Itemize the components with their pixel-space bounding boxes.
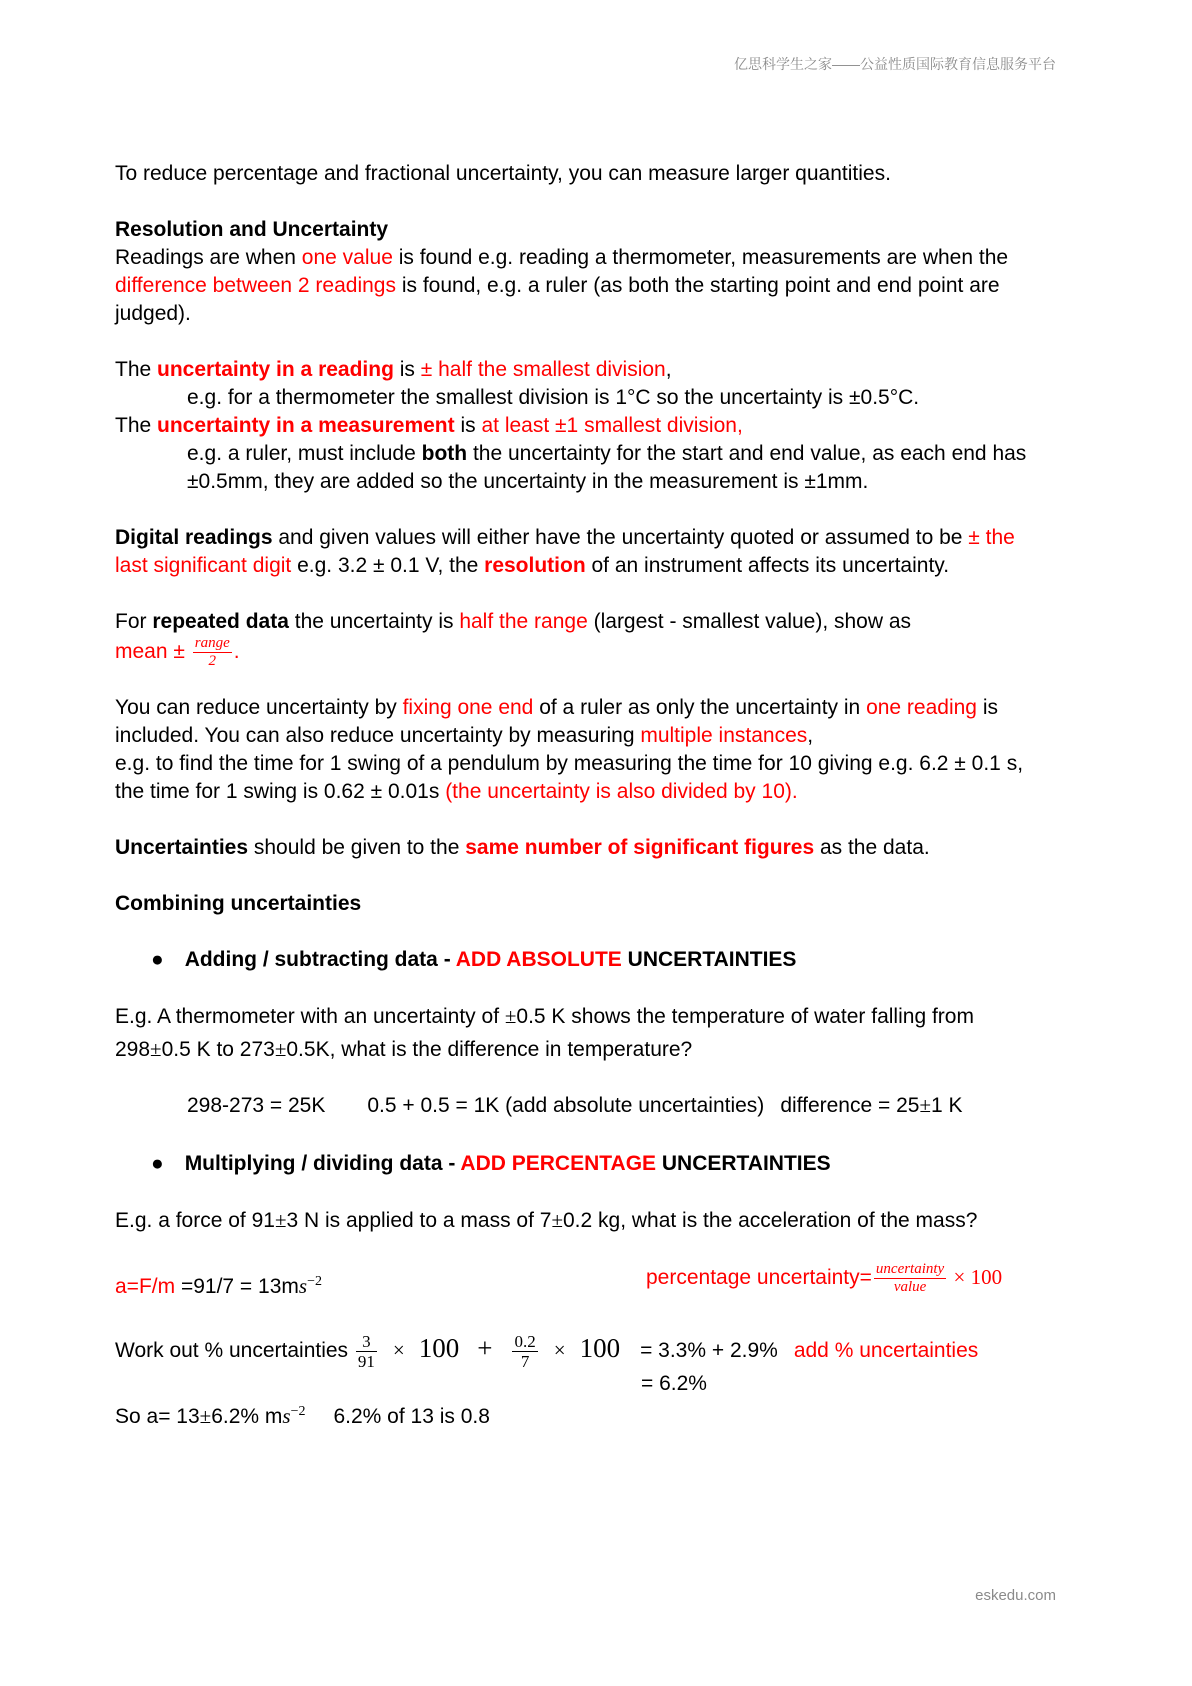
denominator: 7 <box>520 1351 530 1371</box>
fraction-3-91 <box>356 1333 377 1370</box>
text: of a ruler as only the uncertainty in <box>533 696 867 719</box>
text: Readings are when <box>115 246 302 269</box>
text: 0.2 kg, what is the acceleration of the mass? <box>562 1209 978 1232</box>
highlight: . <box>791 780 798 803</box>
text: 0.5 K to 273 <box>161 1038 275 1061</box>
ex1-line-2 <box>115 1037 692 1062</box>
red-line-4 <box>115 780 798 804</box>
text: is <box>977 696 998 719</box>
highlight: ADD PERCENTAGE <box>460 1152 657 1175</box>
text: 6.2% m <box>211 1405 283 1428</box>
text: =91/7 = 13m <box>175 1275 299 1298</box>
text: the uncertainty for the start and end value, as each end has <box>467 442 1027 465</box>
highlight: ADD ABSOLUTE <box>455 948 622 971</box>
text: and given values will either have the uncertainty quoted or assumed to be <box>272 526 969 549</box>
range-fraction <box>193 636 232 669</box>
highlight: difference between 2 readings <box>115 274 396 297</box>
text: of an instrument affects its uncertainty. <box>585 554 950 577</box>
heading-resolution <box>115 218 388 242</box>
bold-text: Adding / subtracting data - <box>184 948 456 971</box>
times: × <box>553 1338 566 1362</box>
text: mean ± <box>115 640 191 664</box>
text: Work out % uncertainties <box>115 1339 354 1362</box>
fraction-02-7 <box>512 1333 537 1370</box>
bold-text: UNCERTAINTIES <box>621 948 797 971</box>
highlight: at least ±1 smallest division, <box>481 414 743 437</box>
res-line-1 <box>115 246 1008 270</box>
text: is <box>454 414 482 437</box>
highlight: last significant digit <box>115 554 292 577</box>
text: 1 K <box>930 1094 963 1117</box>
unc-line-1 <box>115 358 672 382</box>
red-line-3: e.g. to find the time for 1 swing of a pendulum by measuring the time for 10 giving e.g. 6.2 ± 0.1 s, <box>115 752 1024 775</box>
bold-text: UNCERTAINTIES <box>656 1152 831 1175</box>
exponent: −2 <box>290 1404 306 1419</box>
percentage-formula <box>646 1262 1002 1295</box>
page-footer: eskedu.com <box>975 1587 1056 1604</box>
text: 298 <box>115 1038 151 1061</box>
text: included. You can also reduce uncertainty by measuring <box>115 724 641 747</box>
plus: + <box>477 1333 493 1363</box>
rep-line-1 <box>115 610 911 634</box>
ex2-line-1 <box>115 1208 977 1233</box>
page-header: 亿思科学生之家——公益性质国际教育信息服务平台 <box>734 56 1056 72</box>
uncertainty-fraction <box>874 1262 946 1295</box>
text: You can reduce uncertainty by <box>115 696 403 719</box>
bold-text: repeated data <box>152 610 289 633</box>
text: difference = 25 <box>780 1094 920 1117</box>
plus-minus: ± <box>551 1208 563 1232</box>
heading-text: Combining uncertainties <box>115 892 362 915</box>
text: So a= 13 <box>115 1405 200 1428</box>
denominator: value <box>893 1279 927 1295</box>
numerator: range <box>194 635 230 651</box>
bullet-adding <box>151 948 796 972</box>
unit-s: s <box>282 1404 291 1428</box>
text: e.g. 3.2 ± 0.1 V, the <box>291 554 485 577</box>
highlight: resolution <box>484 554 586 577</box>
text: For <box>115 610 153 633</box>
text: e.g. a ruler, must include <box>187 442 422 465</box>
exponent: −2 <box>307 1274 322 1289</box>
text: the time for 1 swing is 0.62 ± 0.01s <box>115 780 446 803</box>
highlight: one reading <box>866 696 977 719</box>
bold-text: both <box>421 442 468 465</box>
plus-minus: ± <box>274 1208 287 1232</box>
text: The <box>115 358 158 381</box>
ex1-line-1 <box>115 1004 974 1029</box>
highlight: one value <box>301 246 393 269</box>
hundred: 100 <box>418 1333 460 1363</box>
ex1-calc <box>187 1093 963 1118</box>
text: 0.5 K shows the temperature of water falling from <box>516 1005 974 1028</box>
res-line-3: judged). <box>115 302 191 325</box>
numerator: uncertainty <box>875 1261 945 1277</box>
highlight: uncertainty in a measurement <box>157 414 455 437</box>
intro-paragraph: To reduce percentage and fractional uncertainty, you can measure larger quantities. <box>115 162 891 185</box>
text: the uncertainty is <box>288 610 460 633</box>
bold-text: Multiplying / dividing data - <box>184 1152 461 1175</box>
text: is found, e.g. a ruler (as both the starting point and end point are <box>395 274 1000 297</box>
highlight: uncertainty in a reading <box>157 358 394 381</box>
heading-combining <box>115 892 361 916</box>
plus-minus: ± <box>274 1037 287 1061</box>
denominator: 91 <box>357 1351 375 1371</box>
text: (largest - smallest value), show as <box>587 610 912 633</box>
text: E.g. A thermometer with an uncertainty of <box>115 1005 505 1028</box>
denominator: 2 <box>208 653 216 669</box>
highlight: ± half the smallest division <box>420 358 666 381</box>
text: as the data. <box>814 836 930 859</box>
heading-text: Resolution and Uncertainty <box>115 218 389 241</box>
text: should be given to the <box>248 836 466 859</box>
highlight: fixing one end <box>402 696 534 719</box>
highlight: add % uncertainties <box>793 1339 979 1362</box>
highlight: a=F/m <box>115 1275 176 1298</box>
unit-s: s <box>298 1274 308 1298</box>
text: 3 N is applied to a mass of 7 <box>286 1209 552 1232</box>
text: 0.5 + 0.5 = 1K (add absolute uncertainties) <box>367 1094 765 1117</box>
unc-line-2: e.g. for a thermometer the smallest division is 1°C so the uncertainty is ±0.5°C. <box>187 386 920 409</box>
bold-text: Uncertainties <box>115 836 249 859</box>
text: is <box>393 358 421 381</box>
bold-text: Digital readings <box>115 526 273 549</box>
unc-line-3 <box>115 414 743 438</box>
highlight: ± the <box>968 526 1015 549</box>
text: , <box>807 724 814 747</box>
red-line-1 <box>115 696 998 720</box>
ex2-result <box>115 1400 490 1429</box>
ex2-total: = 6.2% <box>641 1372 707 1395</box>
unc-line-5: ±0.5mm, they are added so the uncertainty in the measurement is ±1mm. <box>187 470 869 493</box>
highlight: half the range <box>459 610 588 633</box>
bullet-icon: ● <box>151 948 164 971</box>
times: × <box>392 1338 405 1362</box>
highlight: multiple instances <box>640 724 808 747</box>
text: percentage uncertainty= <box>646 1266 872 1290</box>
hundred: 100 <box>579 1333 621 1363</box>
plus-minus: ± <box>504 1004 517 1028</box>
sig-line <box>115 836 930 860</box>
ex2-accel <box>115 1270 322 1299</box>
text: E.g. a force of 91 <box>115 1209 275 1232</box>
res-line-2 <box>115 274 1000 298</box>
highlight: (the uncertainty is also divided by 10) <box>445 780 792 803</box>
ex2-work <box>115 1328 978 1371</box>
unc-line-4 <box>187 442 1026 466</box>
red-line-2 <box>115 724 813 748</box>
times-100: × 100 <box>948 1265 1003 1290</box>
text: 298-273 = 25K <box>187 1094 326 1117</box>
dig-line-1 <box>115 526 1015 550</box>
highlight: same number of significant figures <box>465 836 815 859</box>
plus-minus: ± <box>150 1037 162 1061</box>
plus-minus: ± <box>919 1093 931 1117</box>
rep-line-2 <box>115 636 240 669</box>
bullet-multiplying <box>151 1152 831 1176</box>
numerator: 0.2 <box>514 1331 536 1351</box>
bullet-icon: ● <box>151 1152 164 1175</box>
numerator: 3 <box>356 1333 377 1352</box>
text: is found e.g. reading a thermometer, measurements are when the <box>392 246 1009 269</box>
text: The <box>115 414 158 437</box>
text: . <box>233 640 240 664</box>
plus-minus: ± <box>199 1404 212 1428</box>
text: 0.5K, what is the difference in temperature? <box>286 1038 693 1061</box>
text: = 3.3% + 2.9% <box>640 1339 778 1362</box>
text: , <box>665 358 672 381</box>
dig-line-2 <box>115 554 949 578</box>
text: 6.2% of 13 is 0.8 <box>333 1405 490 1428</box>
